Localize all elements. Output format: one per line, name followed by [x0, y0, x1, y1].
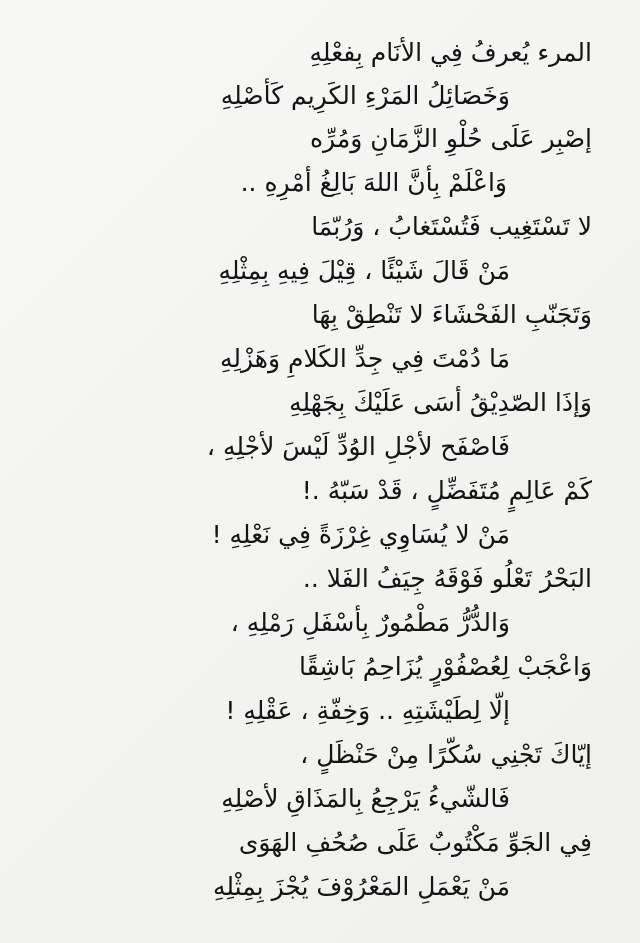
poem-line-19: فِي الجَوِّ مَكْتُوبٌ عَلَى صُحُفِ الهَوَى [238, 828, 592, 857]
poem-line-3: إصْبِر عَلَى حُلْوِ الزَّمَانِ وَمُرِّه [309, 124, 592, 153]
poem-line-6: مَنْ قَالَ شَيْئًا ، قِيْلَ فِيهِ بِمِثْلِهِ [218, 256, 510, 285]
poem-line-9: وَإذَا الصّدِيْقُ أسَى عَلَيْكَ بِجَهْلِهِ [289, 388, 592, 417]
poem-line-14: وَالدُّرُّ مَطْمُورٌ بِأسْفَلِ رَمْلِهِ ، [230, 608, 510, 637]
poem-line-16: إلّا لِطَيْشَتِهِ .. وَخِفّةِ ، عَقْلِهِ ! [225, 696, 510, 725]
poem-line-12: مَنْ لا يُسَاوِي غِرْزَةً فِي نَعْلِهِ ! [211, 520, 510, 549]
poem-line-7: وَتَجَنّبِ الفَحْشَاءَ لا تَنْطِقْ بِهَا [311, 300, 592, 329]
poem-text [0, 32, 640, 932]
poem-line-15: وَاعْجَبْ لِعُصْفُوْرٍ يُزَاحِمُ بَاشِقًا [298, 652, 592, 681]
poem-line-4: وَاعْلَمْ بِأنَّ اللهَ بَالِغُ أمْرِهِ .. [240, 168, 507, 197]
poem-line-5: لا تَسْتَغِيب فَتُسْتَغابُ ، وَرُبّمَا [311, 212, 592, 241]
poem-line-1: المرء يُعرفُ فِي الأنَام بِفعْلِهِ [309, 38, 592, 67]
poem-line-8: مَا دُمْتَ فِي جِدِّ الكَلامِ وَهَزْلِهِ [219, 344, 510, 373]
poem-line-11: كَمْ عَالِمٍ مُتَفَضِّلٍ ، قَدْ سَبّهُ .! [301, 476, 592, 505]
poem-line-2: وَخَصَائِلُ المَرْءِ الكَرِيم كَأصْلِهِ [220, 81, 510, 110]
poem-line-13: البَحْرُ تَعْلُو فَوْقَهُ جِيَفُ الفَلا .. [302, 564, 592, 593]
poem-line-17: إيّاكَ تَجْنِي سُكّرًا مِنْ حَنْظَلٍ ، [300, 740, 592, 769]
poem-line-18: فَالشّيءُ يَرْجِعُ بِالمَذَاقِ لأصْلِهِ [221, 784, 510, 813]
poem-line-20: مَنْ يَعْمَلِ المَعْرُوْفَ يُجْزَ بِمِثْلِهِ [213, 872, 510, 901]
poem-line-10: فَاصْفَح لأجْلِ الوُدِّ لَيْسَ لأجْلِهِ ، [206, 432, 510, 461]
